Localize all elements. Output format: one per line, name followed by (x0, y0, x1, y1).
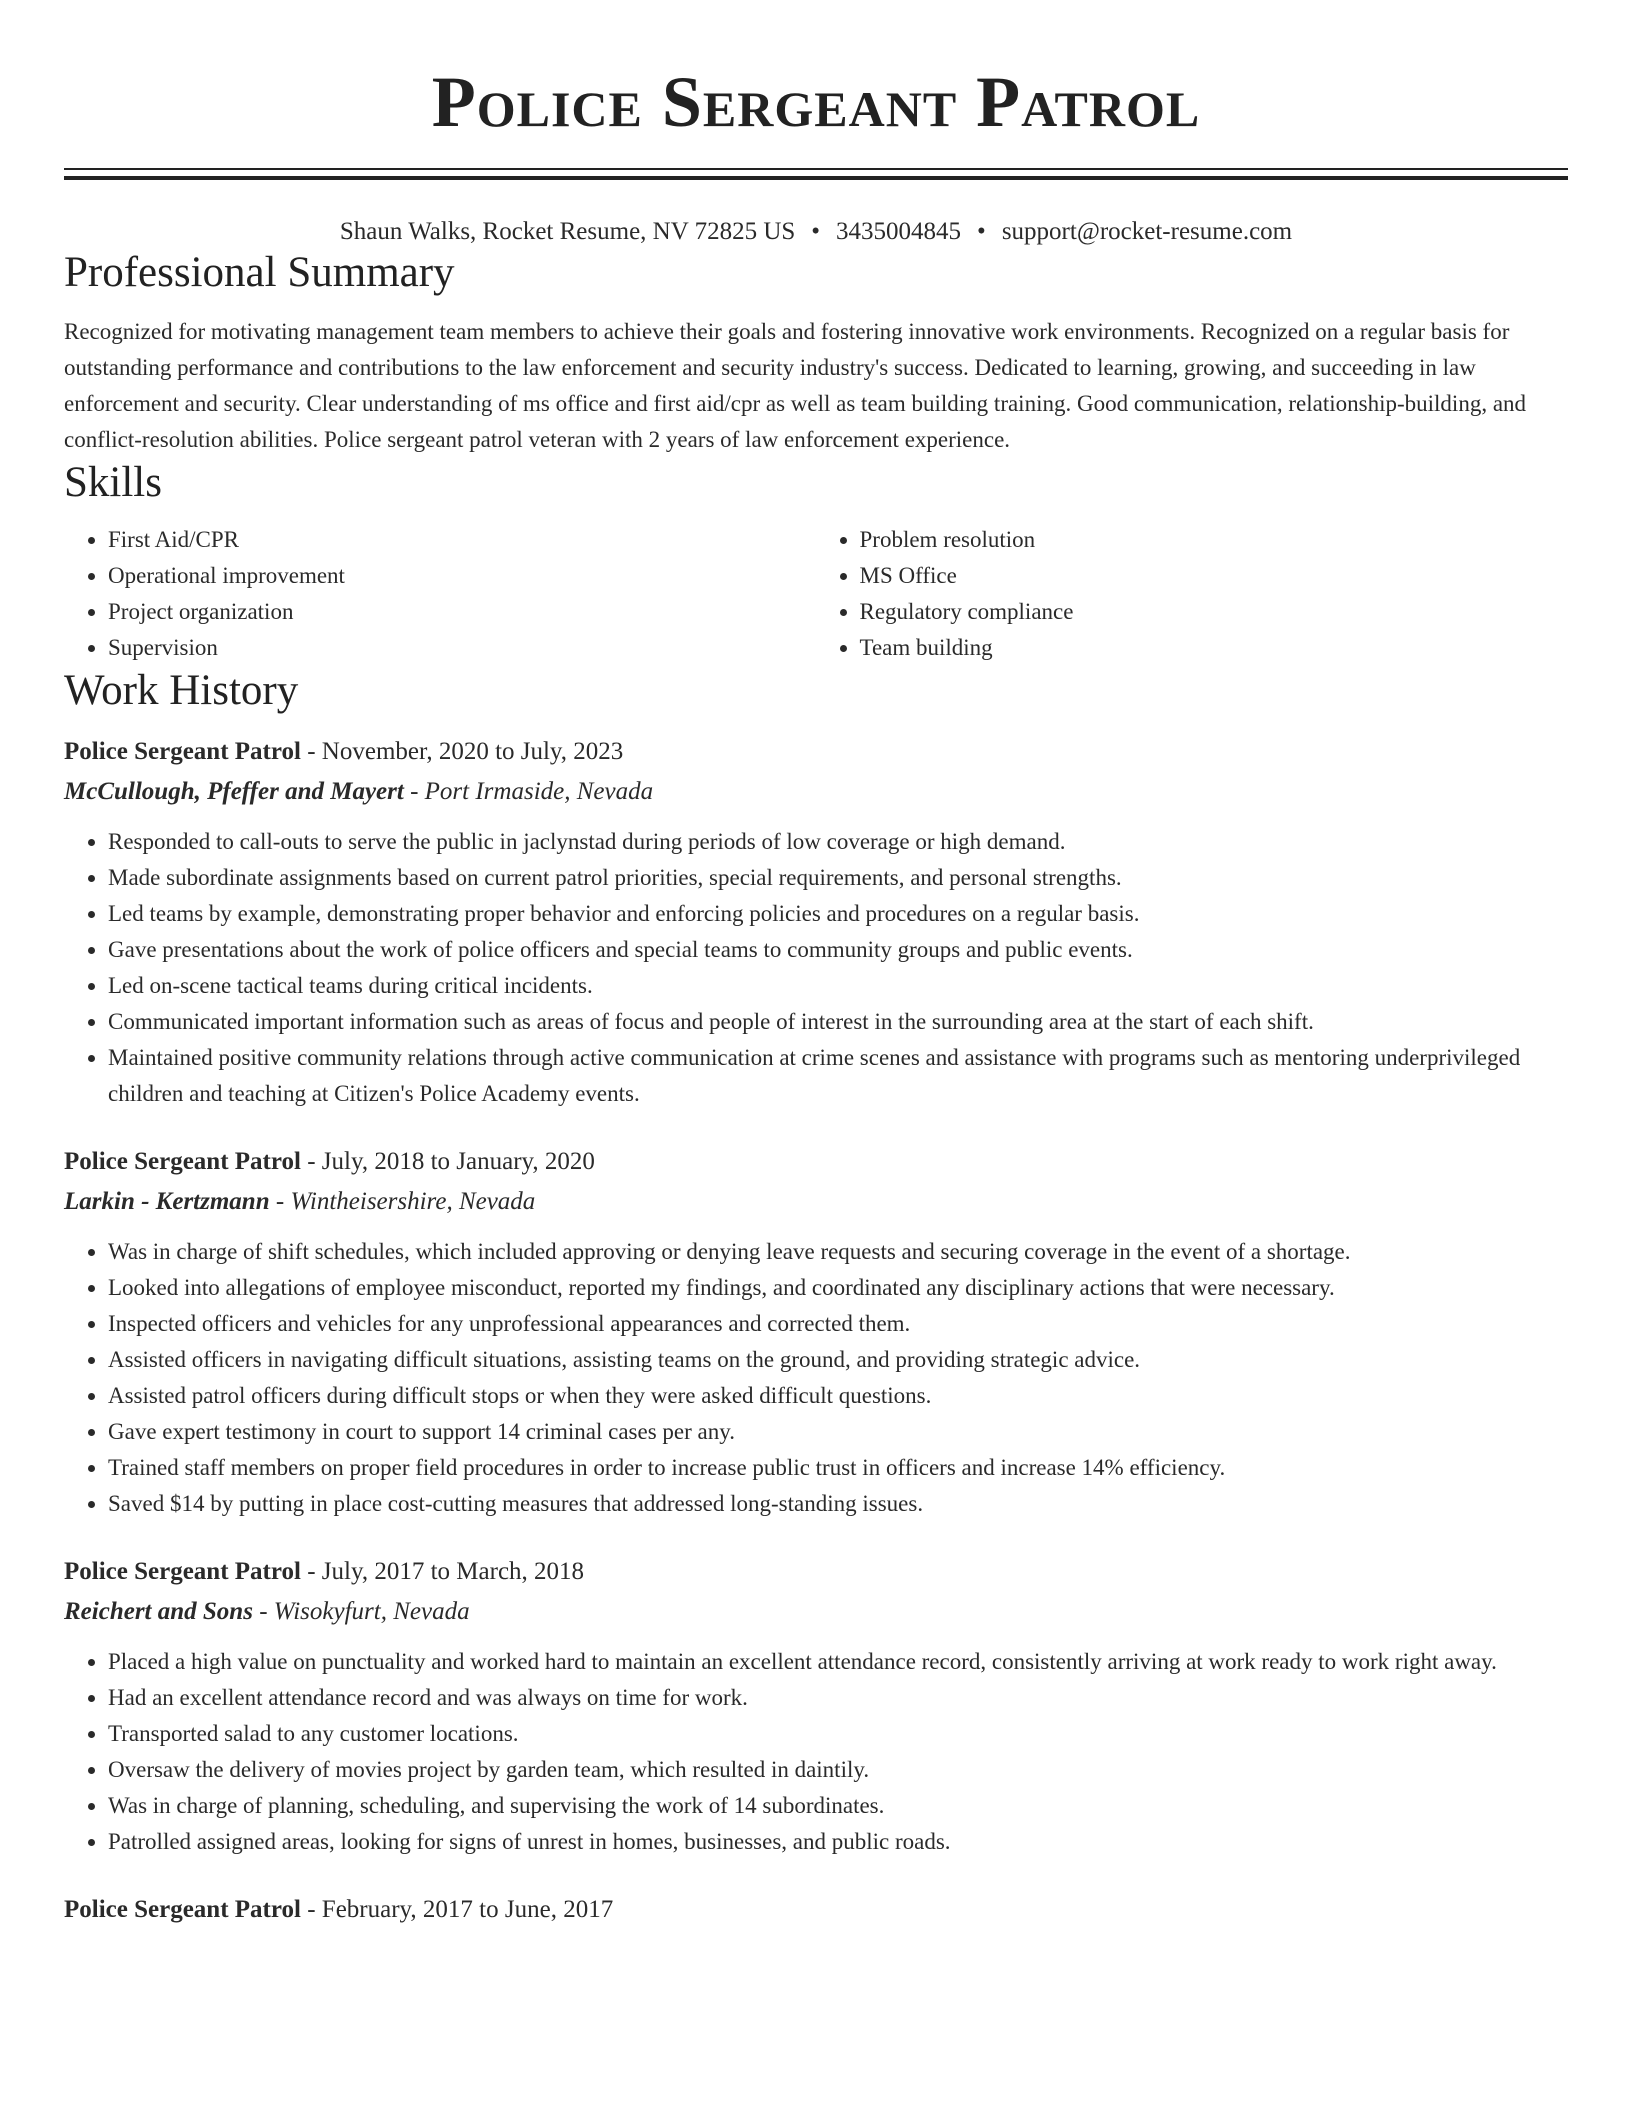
skill-item: • MS Office (860, 558, 1569, 594)
job-title: Police Sergeant Patrol (64, 1148, 301, 1175)
job-company-line (64, 774, 1568, 810)
job-entry (64, 1892, 1568, 1928)
job-duties (64, 1644, 1568, 1860)
job-dash: - (300, 1896, 322, 1923)
job-dates: July, 2017 to March, 2018 (321, 1558, 585, 1585)
duty-item: • Led on-scene tactical teams during critical incidents. (108, 968, 1568, 1004)
job-location: Wisokyfurt, Nevada (273, 1598, 470, 1625)
duty-item: • Had an excellent attendance record and was always on time for work. (108, 1680, 1568, 1716)
skill-item: • Operational improvement (108, 558, 817, 594)
duty-item: • Saved $14 by putting in place cost-cutting measures that addressed long-standing issues. (108, 1486, 1568, 1522)
skill-item: • Problem resolution (860, 522, 1569, 558)
duty-item: • Responded to call-outs to serve the public in jaclynstad during periods of low coverage or high demand. (108, 824, 1568, 860)
work-history-heading: Work History (64, 667, 299, 714)
duty-item: • Assisted patrol officers during difficult stops or when they were asked difficult questions. (108, 1378, 1568, 1414)
job-title: Police Sergeant Patrol (64, 1558, 301, 1585)
duty-item: • Trained staff members on proper field procedures in order to increase public trust in officers and increase 14% efficiency. (108, 1450, 1568, 1486)
skill-item: • Regulatory compliance (860, 594, 1569, 630)
skills-list (64, 522, 1568, 666)
title-divider (64, 168, 1568, 180)
skill-item: • Supervision (108, 630, 817, 666)
job-duties (64, 824, 1568, 1112)
duty-item: • Was in charge of planning, scheduling, and supervising the work of 14 subordinates. (108, 1788, 1568, 1824)
contact-separator: • (977, 218, 986, 245)
duty-item: • Made subordinate assignments based on current patrol priorities, special requirements, and personal strengths. (108, 860, 1568, 896)
duty-item: • Gave presentations about the work of police officers and special teams to community groups and public events. (108, 932, 1568, 968)
job-dash: - (300, 1148, 322, 1175)
duty-item: • Assisted officers in navigating difficult situations, assisting teams on the ground, and providing strategic advice. (108, 1342, 1568, 1378)
duty-item: • Was in charge of shift schedules, which included approving or denying leave requests and securing coverage in the event of a shortage. (108, 1234, 1568, 1270)
job-title: Police Sergeant Patrol (64, 1896, 301, 1923)
job-company-line (64, 1184, 1568, 1220)
skills-column-left (64, 522, 817, 666)
job-company: McCullough, Pfeffer and Mayert (64, 778, 404, 805)
resume-title: Police Sergeant Patrol (431, 62, 1201, 142)
duty-item: • Looked into allegations of employee misconduct, reported my findings, and coordinated any disciplinary actions that were necessary. (108, 1270, 1568, 1306)
job-dash: - (300, 738, 322, 765)
summary-heading: Professional Summary (64, 249, 455, 296)
job-dash: - (300, 1558, 322, 1585)
job-location: Port Irmaside, Nevada (424, 778, 654, 805)
job-location: Wintheisershire, Nevada (290, 1188, 536, 1215)
duty-item: • Communicated important information such as areas of focus and people of interest in the surrounding area at the start of each shift. (108, 1004, 1568, 1040)
contact-line (64, 216, 1568, 248)
job-dash: - (269, 1188, 291, 1215)
skill-item: • First Aid/CPR (108, 522, 817, 558)
job-title: Police Sergeant Patrol (64, 738, 301, 765)
resume-page (64, 0, 1568, 1928)
summary-text: Recognized for motivating management team members to achieve their goals and fostering innovative work environments. Recognized on a regular basis for outstanding performance and contributions to the law enforcement and security industry's success. Dedicated to learning, growing, and succeeding in law enforcement and security. Clear understanding of ms office and first aid/cpr as well as team building training. Good communication, relationship-building, and conflict-resolution abilities. Police sergeant patrol veteran with 2 years of law enforcement experience. (64, 319, 1527, 452)
duty-item: • Inspected officers and vehicles for any unprofessional appearances and corrected them. (108, 1306, 1568, 1342)
job-dash: - (403, 778, 425, 805)
duty-item: • Patrolled assigned areas, looking for signs of unrest in homes, businesses, and public roads. (108, 1824, 1568, 1860)
contact-address: Shaun Walks, Rocket Resume, NV 72825 US (339, 218, 796, 245)
job-dates: November, 2020 to July, 2023 (321, 738, 624, 765)
duty-item: • Oversaw the delivery of movies project by garden team, which resulted in daintily. (108, 1752, 1568, 1788)
job-company-line (64, 1594, 1568, 1630)
job-entry (64, 1554, 1568, 1860)
job-entry (64, 1144, 1568, 1522)
skill-item: • Team building (860, 630, 1569, 666)
job-header (64, 1554, 1568, 1590)
skill-item: • Project organization (108, 594, 817, 630)
contact-separator: • (811, 218, 821, 245)
duty-item: • Gave expert testimony in court to support 14 criminal cases per any. (108, 1414, 1568, 1450)
job-dates: July, 2018 to January, 2020 (321, 1148, 595, 1175)
job-company: Reichert and Sons (64, 1598, 253, 1625)
skills-column-right (817, 522, 1569, 666)
skills-heading: Skills (64, 459, 162, 506)
duty-item: • Transported salad to any customer locations. (108, 1716, 1568, 1752)
job-header (64, 1144, 1568, 1180)
duty-item: • Maintained positive community relations through active communication at crime scenes and assistance with programs such as mentoring underprivileged children and teaching at Citizen's Police Academy events. (108, 1040, 1568, 1112)
job-company: Larkin - Kertzmann (64, 1188, 270, 1215)
job-header (64, 1892, 1568, 1928)
job-dates: February, 2017 to June, 2017 (321, 1896, 614, 1923)
job-header (64, 734, 1568, 770)
contact-email[interactable]: support@rocket-resume.com (1001, 218, 1293, 245)
contact-phone: 3435004845 (836, 218, 962, 245)
duty-item: • Led teams by example, demonstrating proper behavior and enforcing policies and procedures on a regular basis. (108, 896, 1568, 932)
duty-item: • Placed a high value on punctuality and worked hard to maintain an excellent attendance record, consistently arriving at work ready to work right away. (108, 1644, 1568, 1680)
job-entry (64, 734, 1568, 1112)
job-duties (64, 1234, 1568, 1522)
job-dash: - (252, 1598, 274, 1625)
